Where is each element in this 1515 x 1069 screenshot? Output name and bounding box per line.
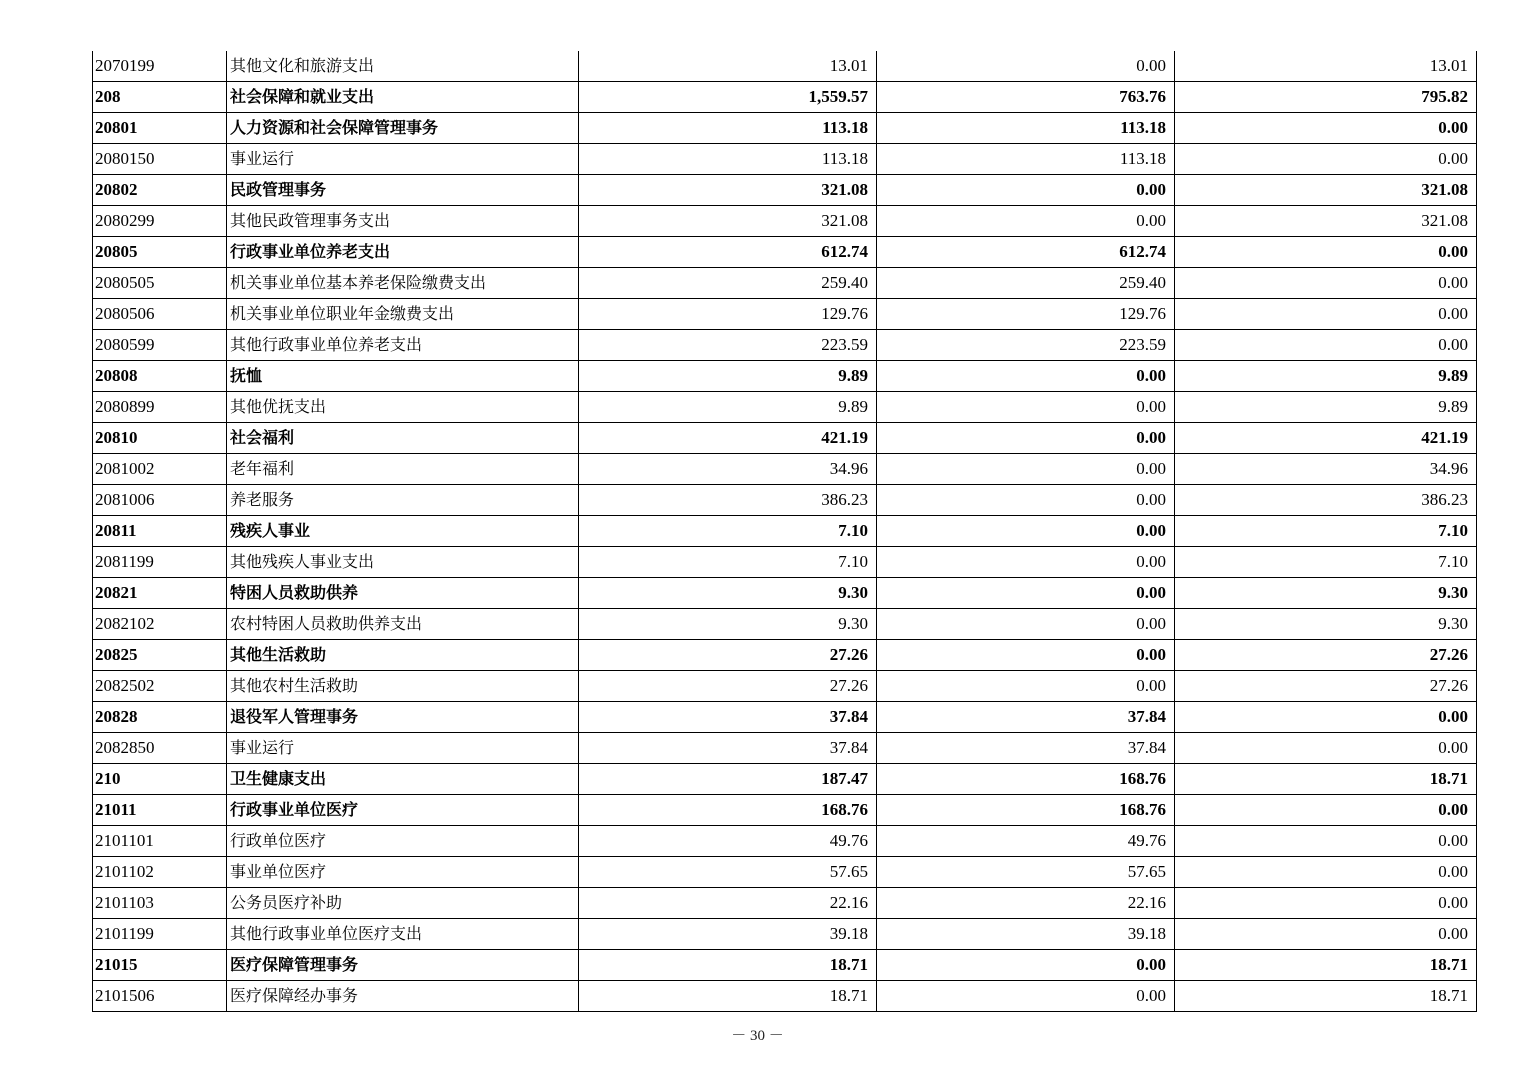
cell-code: 2101101 <box>93 826 227 857</box>
cell-code: 2080299 <box>93 206 227 237</box>
cell-basic-expenditure: 0.00 <box>877 51 1175 82</box>
cell-total: 13.01 <box>579 51 877 82</box>
cell-total: 612.74 <box>579 237 877 268</box>
cell-basic-expenditure: 0.00 <box>877 392 1175 423</box>
budget-expenditure-table <box>92 51 1477 1012</box>
cell-code: 20802 <box>93 175 227 206</box>
cell-code: 2082102 <box>93 609 227 640</box>
cell-total: 27.26 <box>579 640 877 671</box>
cell-code: 21015 <box>93 950 227 981</box>
cell-project-expenditure: 0.00 <box>1175 702 1477 733</box>
cell-basic-expenditure: 763.76 <box>877 82 1175 113</box>
cell-subject-name: 卫生健康支出 <box>227 764 579 795</box>
cell-basic-expenditure: 0.00 <box>877 454 1175 485</box>
cell-code: 20821 <box>93 578 227 609</box>
table-row <box>93 764 1477 795</box>
cell-total: 7.10 <box>579 547 877 578</box>
cell-project-expenditure: 9.89 <box>1175 361 1477 392</box>
table-row <box>93 423 1477 454</box>
cell-total: 1,559.57 <box>579 82 877 113</box>
cell-code: 20825 <box>93 640 227 671</box>
cell-project-expenditure: 0.00 <box>1175 144 1477 175</box>
table-row <box>93 826 1477 857</box>
cell-basic-expenditure: 168.76 <box>877 764 1175 795</box>
cell-total: 223.59 <box>579 330 877 361</box>
cell-total: 39.18 <box>579 919 877 950</box>
cell-basic-expenditure: 612.74 <box>877 237 1175 268</box>
cell-subject-name: 行政事业单位医疗 <box>227 795 579 826</box>
cell-basic-expenditure: 113.18 <box>877 113 1175 144</box>
table-row <box>93 454 1477 485</box>
cell-project-expenditure: 9.89 <box>1175 392 1477 423</box>
cell-project-expenditure: 421.19 <box>1175 423 1477 454</box>
table-row <box>93 144 1477 175</box>
cell-subject-name: 其他民政管理事务支出 <box>227 206 579 237</box>
cell-project-expenditure: 0.00 <box>1175 795 1477 826</box>
cell-subject-name: 事业运行 <box>227 733 579 764</box>
cell-total: 9.89 <box>579 361 877 392</box>
cell-subject-name: 公务员医疗补助 <box>227 888 579 919</box>
cell-subject-name: 医疗保障管理事务 <box>227 950 579 981</box>
cell-basic-expenditure: 0.00 <box>877 175 1175 206</box>
cell-subject-name: 抚恤 <box>227 361 579 392</box>
cell-project-expenditure: 9.30 <box>1175 609 1477 640</box>
cell-subject-name: 其他农村生活救助 <box>227 671 579 702</box>
cell-total: 321.08 <box>579 175 877 206</box>
cell-code: 2101506 <box>93 981 227 1012</box>
cell-code: 2101199 <box>93 919 227 950</box>
cell-total: 113.18 <box>579 113 877 144</box>
cell-total: 37.84 <box>579 702 877 733</box>
cell-subject-name: 其他行政事业单位医疗支出 <box>227 919 579 950</box>
cell-basic-expenditure: 0.00 <box>877 981 1175 1012</box>
cell-basic-expenditure: 129.76 <box>877 299 1175 330</box>
cell-total: 386.23 <box>579 485 877 516</box>
cell-subject-name: 社会保障和就业支出 <box>227 82 579 113</box>
table-body <box>93 51 1477 1012</box>
cell-code: 2080150 <box>93 144 227 175</box>
cell-code: 2080899 <box>93 392 227 423</box>
cell-total: 259.40 <box>579 268 877 299</box>
cell-subject-name: 机关事业单位基本养老保险缴费支出 <box>227 268 579 299</box>
cell-total: 9.89 <box>579 392 877 423</box>
cell-project-expenditure: 7.10 <box>1175 516 1477 547</box>
cell-project-expenditure: 18.71 <box>1175 950 1477 981</box>
table-row <box>93 299 1477 330</box>
cell-subject-name: 其他文化和旅游支出 <box>227 51 579 82</box>
table-row <box>93 919 1477 950</box>
cell-code: 20828 <box>93 702 227 733</box>
table-row <box>93 516 1477 547</box>
cell-total: 9.30 <box>579 609 877 640</box>
cell-total: 168.76 <box>579 795 877 826</box>
table-row <box>93 237 1477 268</box>
table-row <box>93 702 1477 733</box>
cell-project-expenditure: 18.71 <box>1175 764 1477 795</box>
cell-basic-expenditure: 0.00 <box>877 547 1175 578</box>
cell-total: 18.71 <box>579 950 877 981</box>
page-number: － 30 － <box>731 1028 784 1044</box>
cell-subject-name: 养老服务 <box>227 485 579 516</box>
table-row <box>93 609 1477 640</box>
cell-project-expenditure: 34.96 <box>1175 454 1477 485</box>
table-row <box>93 175 1477 206</box>
cell-basic-expenditure: 223.59 <box>877 330 1175 361</box>
cell-total: 27.26 <box>579 671 877 702</box>
cell-subject-name: 民政管理事务 <box>227 175 579 206</box>
cell-subject-name: 机关事业单位职业年金缴费支出 <box>227 299 579 330</box>
table-row <box>93 888 1477 919</box>
cell-project-expenditure: 0.00 <box>1175 919 1477 950</box>
cell-total: 113.18 <box>579 144 877 175</box>
cell-code: 2081006 <box>93 485 227 516</box>
cell-project-expenditure: 27.26 <box>1175 671 1477 702</box>
cell-subject-name: 残疾人事业 <box>227 516 579 547</box>
cell-subject-name: 其他残疾人事业支出 <box>227 547 579 578</box>
cell-project-expenditure: 0.00 <box>1175 113 1477 144</box>
cell-total: 34.96 <box>579 454 877 485</box>
cell-basic-expenditure: 37.84 <box>877 702 1175 733</box>
cell-subject-name: 老年福利 <box>227 454 579 485</box>
table-row <box>93 113 1477 144</box>
cell-code: 2101102 <box>93 857 227 888</box>
cell-code: 21011 <box>93 795 227 826</box>
cell-basic-expenditure: 259.40 <box>877 268 1175 299</box>
cell-project-expenditure: 0.00 <box>1175 237 1477 268</box>
cell-project-expenditure: 18.71 <box>1175 981 1477 1012</box>
cell-project-expenditure: 9.30 <box>1175 578 1477 609</box>
table-row <box>93 671 1477 702</box>
cell-basic-expenditure: 0.00 <box>877 578 1175 609</box>
table-row <box>93 361 1477 392</box>
cell-total: 421.19 <box>579 423 877 454</box>
cell-subject-name: 农村特困人员救助供养支出 <box>227 609 579 640</box>
cell-code: 2082850 <box>93 733 227 764</box>
cell-code: 2080506 <box>93 299 227 330</box>
cell-subject-name: 医疗保障经办事务 <box>227 981 579 1012</box>
cell-project-expenditure: 0.00 <box>1175 826 1477 857</box>
table-row <box>93 547 1477 578</box>
cell-total: 49.76 <box>579 826 877 857</box>
cell-total: 18.71 <box>579 981 877 1012</box>
cell-project-expenditure: 27.26 <box>1175 640 1477 671</box>
cell-total: 57.65 <box>579 857 877 888</box>
cell-basic-expenditure: 0.00 <box>877 950 1175 981</box>
table-row <box>93 330 1477 361</box>
cell-code: 20811 <box>93 516 227 547</box>
cell-basic-expenditure: 39.18 <box>877 919 1175 950</box>
cell-code: 20808 <box>93 361 227 392</box>
cell-subject-name: 特困人员救助供养 <box>227 578 579 609</box>
cell-total: 7.10 <box>579 516 877 547</box>
table-row <box>93 857 1477 888</box>
cell-subject-name: 事业运行 <box>227 144 579 175</box>
cell-total: 22.16 <box>579 888 877 919</box>
cell-project-expenditure: 0.00 <box>1175 733 1477 764</box>
table-row <box>93 950 1477 981</box>
cell-total: 129.76 <box>579 299 877 330</box>
cell-subject-name: 其他优抚支出 <box>227 392 579 423</box>
cell-basic-expenditure: 57.65 <box>877 857 1175 888</box>
cell-total: 321.08 <box>579 206 877 237</box>
cell-project-expenditure: 0.00 <box>1175 268 1477 299</box>
cell-subject-name: 退役军人管理事务 <box>227 702 579 733</box>
cell-code: 208 <box>93 82 227 113</box>
cell-total: 187.47 <box>579 764 877 795</box>
cell-code: 20810 <box>93 423 227 454</box>
cell-subject-name: 行政事业单位养老支出 <box>227 237 579 268</box>
table-row <box>93 206 1477 237</box>
table-row <box>93 392 1477 423</box>
cell-basic-expenditure: 0.00 <box>877 609 1175 640</box>
cell-project-expenditure: 0.00 <box>1175 888 1477 919</box>
cell-project-expenditure: 13.01 <box>1175 51 1477 82</box>
table-row <box>93 51 1477 82</box>
cell-total: 9.30 <box>579 578 877 609</box>
cell-basic-expenditure: 0.00 <box>877 361 1175 392</box>
cell-project-expenditure: 321.08 <box>1175 175 1477 206</box>
cell-total: 37.84 <box>579 733 877 764</box>
cell-subject-name: 其他生活救助 <box>227 640 579 671</box>
cell-basic-expenditure: 0.00 <box>877 640 1175 671</box>
cell-basic-expenditure: 0.00 <box>877 516 1175 547</box>
table-row <box>93 795 1477 826</box>
cell-project-expenditure: 386.23 <box>1175 485 1477 516</box>
table-row <box>93 981 1477 1012</box>
cell-project-expenditure: 0.00 <box>1175 857 1477 888</box>
cell-code: 2101103 <box>93 888 227 919</box>
cell-code: 2081199 <box>93 547 227 578</box>
table-row <box>93 578 1477 609</box>
cell-basic-expenditure: 0.00 <box>877 206 1175 237</box>
cell-project-expenditure: 7.10 <box>1175 547 1477 578</box>
cell-code: 2081002 <box>93 454 227 485</box>
cell-basic-expenditure: 22.16 <box>877 888 1175 919</box>
cell-basic-expenditure: 0.00 <box>877 671 1175 702</box>
table-row <box>93 268 1477 299</box>
cell-code: 20805 <box>93 237 227 268</box>
cell-code: 210 <box>93 764 227 795</box>
table-row <box>93 82 1477 113</box>
cell-basic-expenditure: 168.76 <box>877 795 1175 826</box>
cell-basic-expenditure: 49.76 <box>877 826 1175 857</box>
cell-basic-expenditure: 0.00 <box>877 423 1175 454</box>
cell-code: 2070199 <box>93 51 227 82</box>
cell-subject-name: 人力资源和社会保障管理事务 <box>227 113 579 144</box>
cell-code: 2080505 <box>93 268 227 299</box>
cell-project-expenditure: 0.00 <box>1175 299 1477 330</box>
cell-project-expenditure: 0.00 <box>1175 330 1477 361</box>
table-row <box>93 485 1477 516</box>
cell-code: 20801 <box>93 113 227 144</box>
cell-subject-name: 其他行政事业单位养老支出 <box>227 330 579 361</box>
cell-project-expenditure: 795.82 <box>1175 82 1477 113</box>
cell-project-expenditure: 321.08 <box>1175 206 1477 237</box>
cell-subject-name: 行政单位医疗 <box>227 826 579 857</box>
table-row <box>93 640 1477 671</box>
cell-basic-expenditure: 0.00 <box>877 485 1175 516</box>
cell-code: 2082502 <box>93 671 227 702</box>
cell-code: 2080599 <box>93 330 227 361</box>
cell-subject-name: 社会福利 <box>227 423 579 454</box>
cell-subject-name: 事业单位医疗 <box>227 857 579 888</box>
cell-basic-expenditure: 113.18 <box>877 144 1175 175</box>
table-row <box>93 733 1477 764</box>
cell-basic-expenditure: 37.84 <box>877 733 1175 764</box>
